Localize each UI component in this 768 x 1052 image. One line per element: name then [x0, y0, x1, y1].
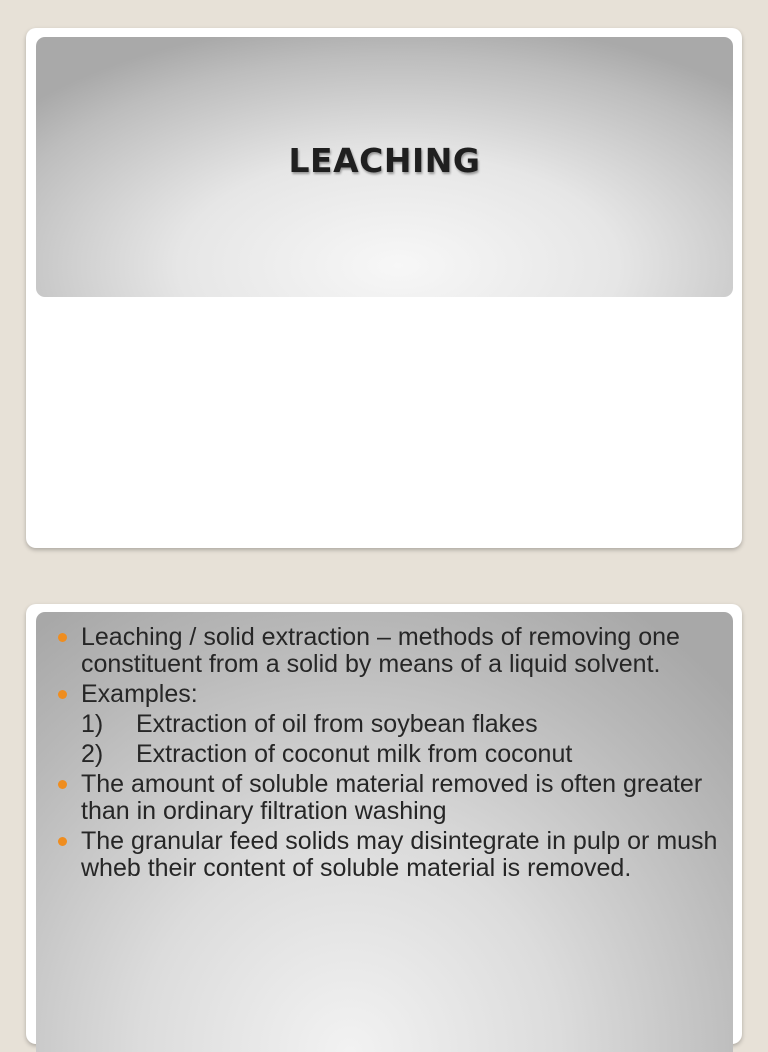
slide-1 — [26, 28, 742, 548]
bullet-item — [36, 828, 726, 882]
sub-item-number: 1) — [81, 710, 104, 738]
bullet-dot-icon — [58, 690, 67, 699]
slide-2 — [26, 604, 742, 1044]
content-panel — [36, 612, 733, 1052]
bullet-dot-icon — [58, 837, 67, 846]
bullet-item — [36, 771, 726, 825]
sub-list-item — [36, 711, 726, 738]
bullet-dot-icon — [58, 633, 67, 642]
bullet-dot-icon — [58, 780, 67, 789]
bullet-text: Examples: — [81, 680, 198, 708]
slide-title: LEACHING — [288, 141, 481, 180]
sub-item-number: 2) — [81, 740, 104, 768]
sub-item-text: Extraction of coconut milk from coconut — [136, 740, 573, 768]
bullet-text: The granular feed solids may disintegrate in pulp or mush wheb their content of soluble material is removed. — [81, 827, 718, 882]
sub-item-text: Extraction of oil from soybean flakes — [136, 710, 538, 738]
bullet-text: The amount of soluble material removed is often greater than in ordinary filtration washing — [81, 770, 703, 825]
bullet-item — [36, 624, 726, 678]
sub-list-item — [36, 741, 726, 768]
bullet-text: Leaching / solid extraction – methods of removing one constituent from a solid by means of a liquid solvent. — [81, 623, 680, 678]
bullet-list — [36, 624, 726, 885]
title-panel — [36, 37, 733, 297]
bullet-item — [36, 681, 726, 708]
